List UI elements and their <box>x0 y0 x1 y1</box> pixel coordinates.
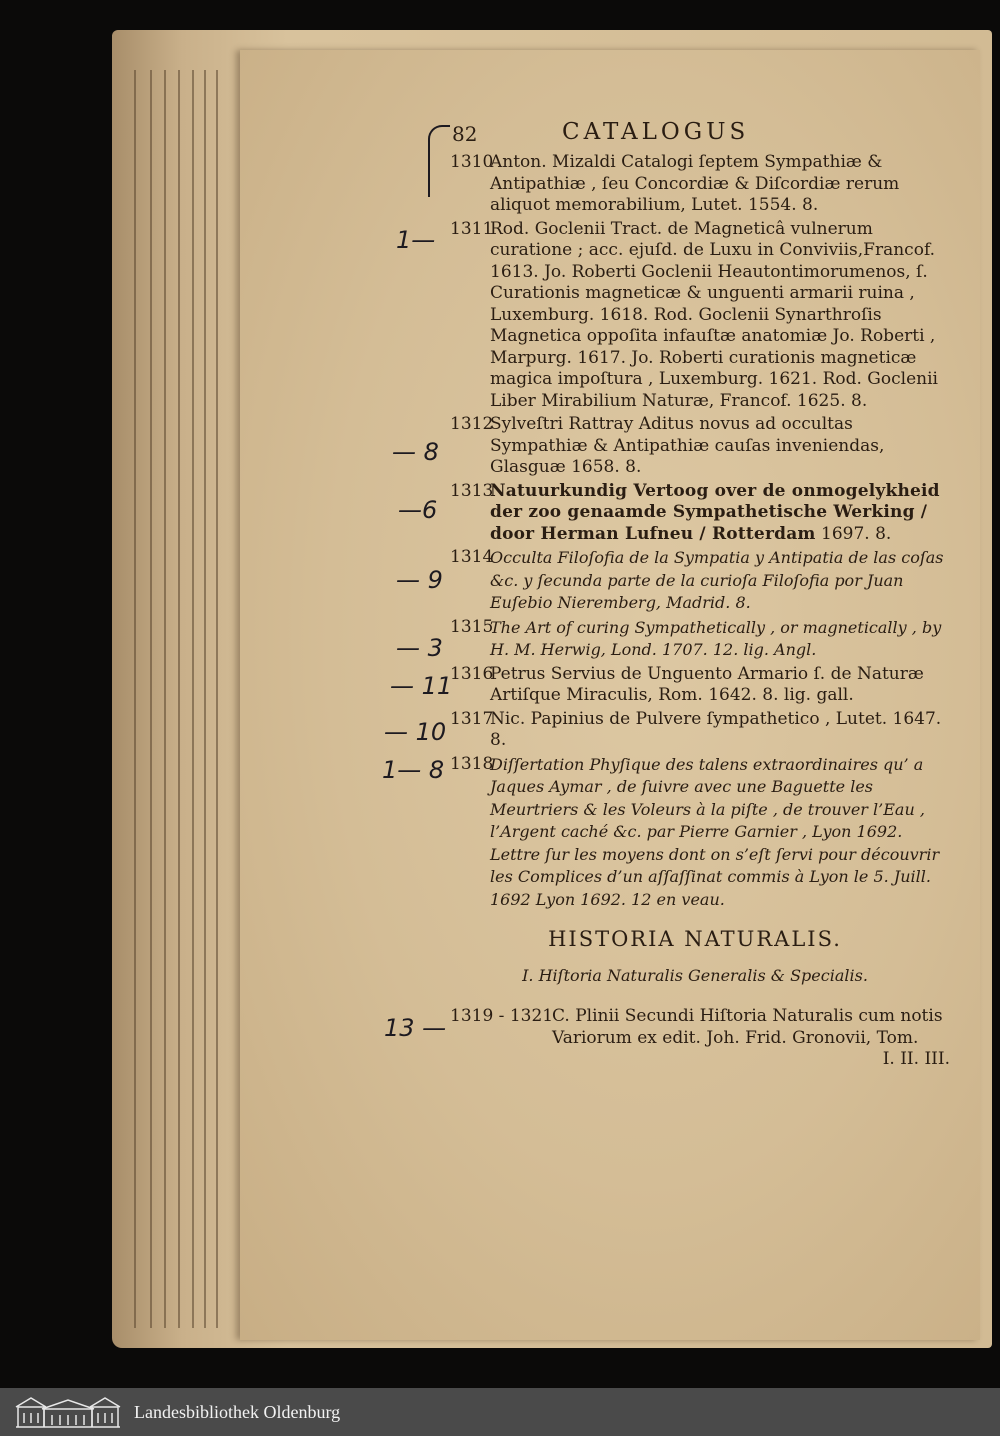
page-title: CATALOGUS <box>562 119 750 145</box>
entry-number: 1315 <box>450 616 494 637</box>
handwritten-price: — 9 <box>396 566 443 594</box>
section-subtitle: I. Hiſtoria Naturalis Generalis & Specialis. <box>522 965 868 985</box>
entry-number: 1317 <box>450 708 494 729</box>
catalog-entry <box>440 617 950 662</box>
catalog-entry <box>440 481 950 546</box>
page-edge <box>178 70 180 1328</box>
entry-text: Petrus Servius de Unguento Armario ſ. de Naturæ Artiſque Miraculis, Rom. 1642. 8. lig. gall. <box>490 663 924 705</box>
entry-text-tail: I. II. III. <box>882 1049 950 1069</box>
page-edge <box>150 70 152 1328</box>
page-number: 82 <box>452 122 478 146</box>
entry-text: C. Plinii Secundi Hiſtoria Naturalis cum notis Variorum ex edit. Joh. Frid. Gronovii, Tom. <box>552 1006 943 1048</box>
catalog-entry <box>440 547 950 615</box>
entry-number: 1319 - 1321 <box>450 1006 554 1026</box>
entry-text: Sylveſtri Rattray Aditus novus ad occultas Sympathiæ & Antipathiæ cauſas inveniendas, Glasguæ 1658. 8. <box>490 414 885 477</box>
entry-text: Rod. Goclenii Tract. de Magneticâ vulnerum curatione ; acc. ejuſd. de Luxu in Conviviis,Francof. 1613. Jo. Roberti Goclenii Heautontimorumenos, ſ. Curationis magneticæ & unguenti armarii ruina , Luxemburg. 1618. Rod. Goclenii Synarthroſis Magnetica oppoſita infauſtæ anatomiæ Jo. Roberti , Marpurg. 1617. Jo. Roberti curationis magneticæ magica impoſtura , Luxemburg. 1621. Rod. Goclenii Liber Mirabilium Naturæ, Francof. 1625. 8. <box>490 218 938 411</box>
catalog-entry <box>440 664 950 707</box>
section-title: HISTORIA NATURALIS. <box>548 927 842 951</box>
entry-number: 1314 <box>450 547 494 567</box>
page-edge <box>164 70 166 1328</box>
entry-text: Anton. Mizaldi Catalogi ſeptem Sympathiæ & Antipathiæ , ſeu Concordiæ & Diſcordiæ rerum aliquot memorabilium, Lutet. 1554. 8. <box>490 152 900 215</box>
entry-text: Occulta Filoſofia de la Sympatia y Antipatia de las coſas &c. y ſecunda parte de la curioſa Filoſofia por Juan Euſebio Nieremberg, Madrid. 8. <box>490 548 944 612</box>
page-content <box>440 120 950 1073</box>
page-header <box>440 120 950 152</box>
entry-text-blackletter: Natuurkundig Vertoog over de onmogelykheid der zoo genaamde Sympathetische Werking / door Herman Lufneu / Rotterdam <box>490 480 940 544</box>
handwritten-price: 1— <box>396 226 436 254</box>
catalog-entry <box>440 1006 950 1071</box>
handwritten-price: — 11 <box>390 672 453 700</box>
library-building-icon <box>14 1395 122 1429</box>
page-edge <box>204 70 206 1328</box>
handwritten-price: — 10 <box>384 718 447 746</box>
catalog-entry <box>440 219 950 413</box>
catalog-entry <box>440 152 950 217</box>
handwritten-price: —6 <box>398 496 438 524</box>
page-edge <box>216 70 218 1328</box>
library-name: Landesbibliothek Oldenburg <box>134 1402 341 1422</box>
entry-text: Diſſertation Phyſique des talens extraordinaires qu’ a Jaques Aymar , de ſuivre avec une Baguette les Meurtriers & les Voleurs à la piſte , de trouver l’Eau , l’Argent caché &c. par Pierre Garnier , Lyon 1692. Lettre ſur les moyens dont on s’eſt ſervi pour découvrir les Complices d’un aſſaſſinat commis à Lyon le 5. Juill. 1692 Lyon 1692. 12 en veau. <box>490 754 940 909</box>
entry-number: 1316 <box>450 663 494 684</box>
catalog-entry <box>440 754 950 912</box>
handwritten-price: 13 — <box>384 1014 447 1042</box>
entry-text-tail: 1697. 8. <box>821 523 892 544</box>
handwritten-price: — 8 <box>392 438 439 466</box>
entry-number: 1310 <box>450 152 494 172</box>
entry-number: 1312 <box>450 414 494 434</box>
entry-text: Nic. Papinius de Pulvere ſympathetico , Lutet. 1647. 8. <box>490 708 942 750</box>
handwritten-price: 1— 8 <box>382 756 445 784</box>
entry-number: 1313 <box>450 480 494 501</box>
page-edge <box>192 70 194 1328</box>
entry-number: 1318 <box>450 753 494 774</box>
entry-number: 1311 <box>450 218 494 239</box>
catalog-entry <box>440 709 950 752</box>
catalog-entry <box>440 414 950 479</box>
entry-text: The Art of curing Sympathetically , or magnetically , by H. M. Herwig, Lond. 1707. 12. lig. Angl. <box>490 617 942 659</box>
library-footer <box>0 1388 1000 1436</box>
handwritten-price: — 3 <box>396 634 443 662</box>
page-edge <box>134 70 136 1328</box>
